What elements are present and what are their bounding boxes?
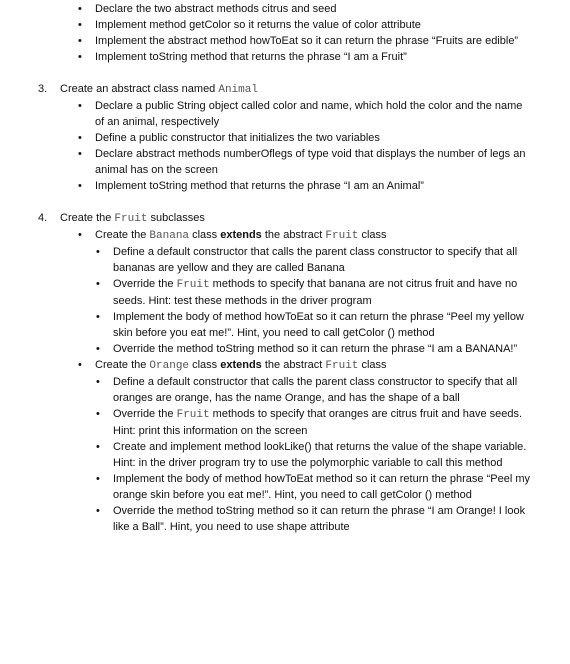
list-item: • Implement the body of method howToEat so it can return the phrase “Peel my yellow skin before you eat me!”. Hint, you need to call getColor () method: [0, 309, 570, 341]
orange-item: • Create the Orange class extends the abstract Fruit class: [0, 357, 570, 374]
section-4-heading: 4. Create the Fruit subclasses: [38, 212, 205, 225]
section-number: 3.: [38, 83, 48, 95]
list-item: • Override the Fruit methods to specify that oranges are citrus fruit and have seeds. Hint: print this information on the screen: [0, 406, 570, 439]
list-item: • Define a public constructor that initializes the two variables: [0, 130, 570, 146]
code-animal: Animal: [218, 84, 258, 96]
list-item: • Override the Fruit methods to specify that banana are not citrus fruit and have no seeds. Hint: test these methods in the driver program: [0, 276, 570, 309]
list-item: • Declare the two abstract methods citrus and seed: [0, 1, 570, 17]
code-fruit: Fruit: [114, 213, 148, 225]
list-item: • Implement method getColor so it returns the value of color attribute: [0, 17, 570, 33]
orange-sublist: [0, 374, 570, 535]
section-3-list: [0, 98, 570, 194]
section-number: 4.: [38, 212, 48, 224]
list-item: • Define a default constructor that calls the parent class constructor to specify that all bananas are yellow and they are called Banana: [0, 244, 570, 276]
banana-sublist: [0, 244, 570, 357]
list-item: • Override the method toString method so it can return the phrase “I am Orange! I look like a Ball”. Hint, you need to use shape attribute: [0, 503, 570, 535]
list-item: • Implement the body of method howToEat method so it can return the phrase “Peel my orange skin before you eat me!”. Hint, you need to call getColor () method: [0, 471, 570, 503]
section-4-list-2: [0, 357, 570, 374]
banana-item: • Create the Banana class extends the abstract Fruit class: [0, 227, 570, 244]
section-2-list: [0, 1, 570, 65]
list-item: • Implement toString method that returns the phrase “I am an Animal”: [0, 178, 570, 194]
list-item: • Override the method toString method so it can return the phrase “I am a BANANA!”: [0, 341, 570, 357]
list-item: • Declare abstract methods numberOflegs of type void that displays the number of legs an animal has on the screen: [0, 146, 570, 178]
section-4-list: [0, 227, 570, 244]
list-item: • Implement the abstract method howToEat so it can return the phrase “Fruits are edible”: [0, 33, 570, 49]
list-item: • Create and implement method lookLike() that returns the value of the shape variable. Hint: in the driver program try to use the polymorphic variable to call this method: [0, 439, 570, 471]
section-3-heading: 3. Create an abstract class named Animal: [38, 83, 258, 96]
list-item: • Define a default constructor that calls the parent class constructor to specify that all oranges are orange, has the name Orange, and has the shape of a ball: [0, 374, 570, 406]
list-item: • Implement toString method that returns the phrase “I am a Fruit”: [0, 49, 570, 65]
list-item: • Declare a public String object called color and name, which hold the color and the name of an animal, respectively: [0, 98, 570, 130]
